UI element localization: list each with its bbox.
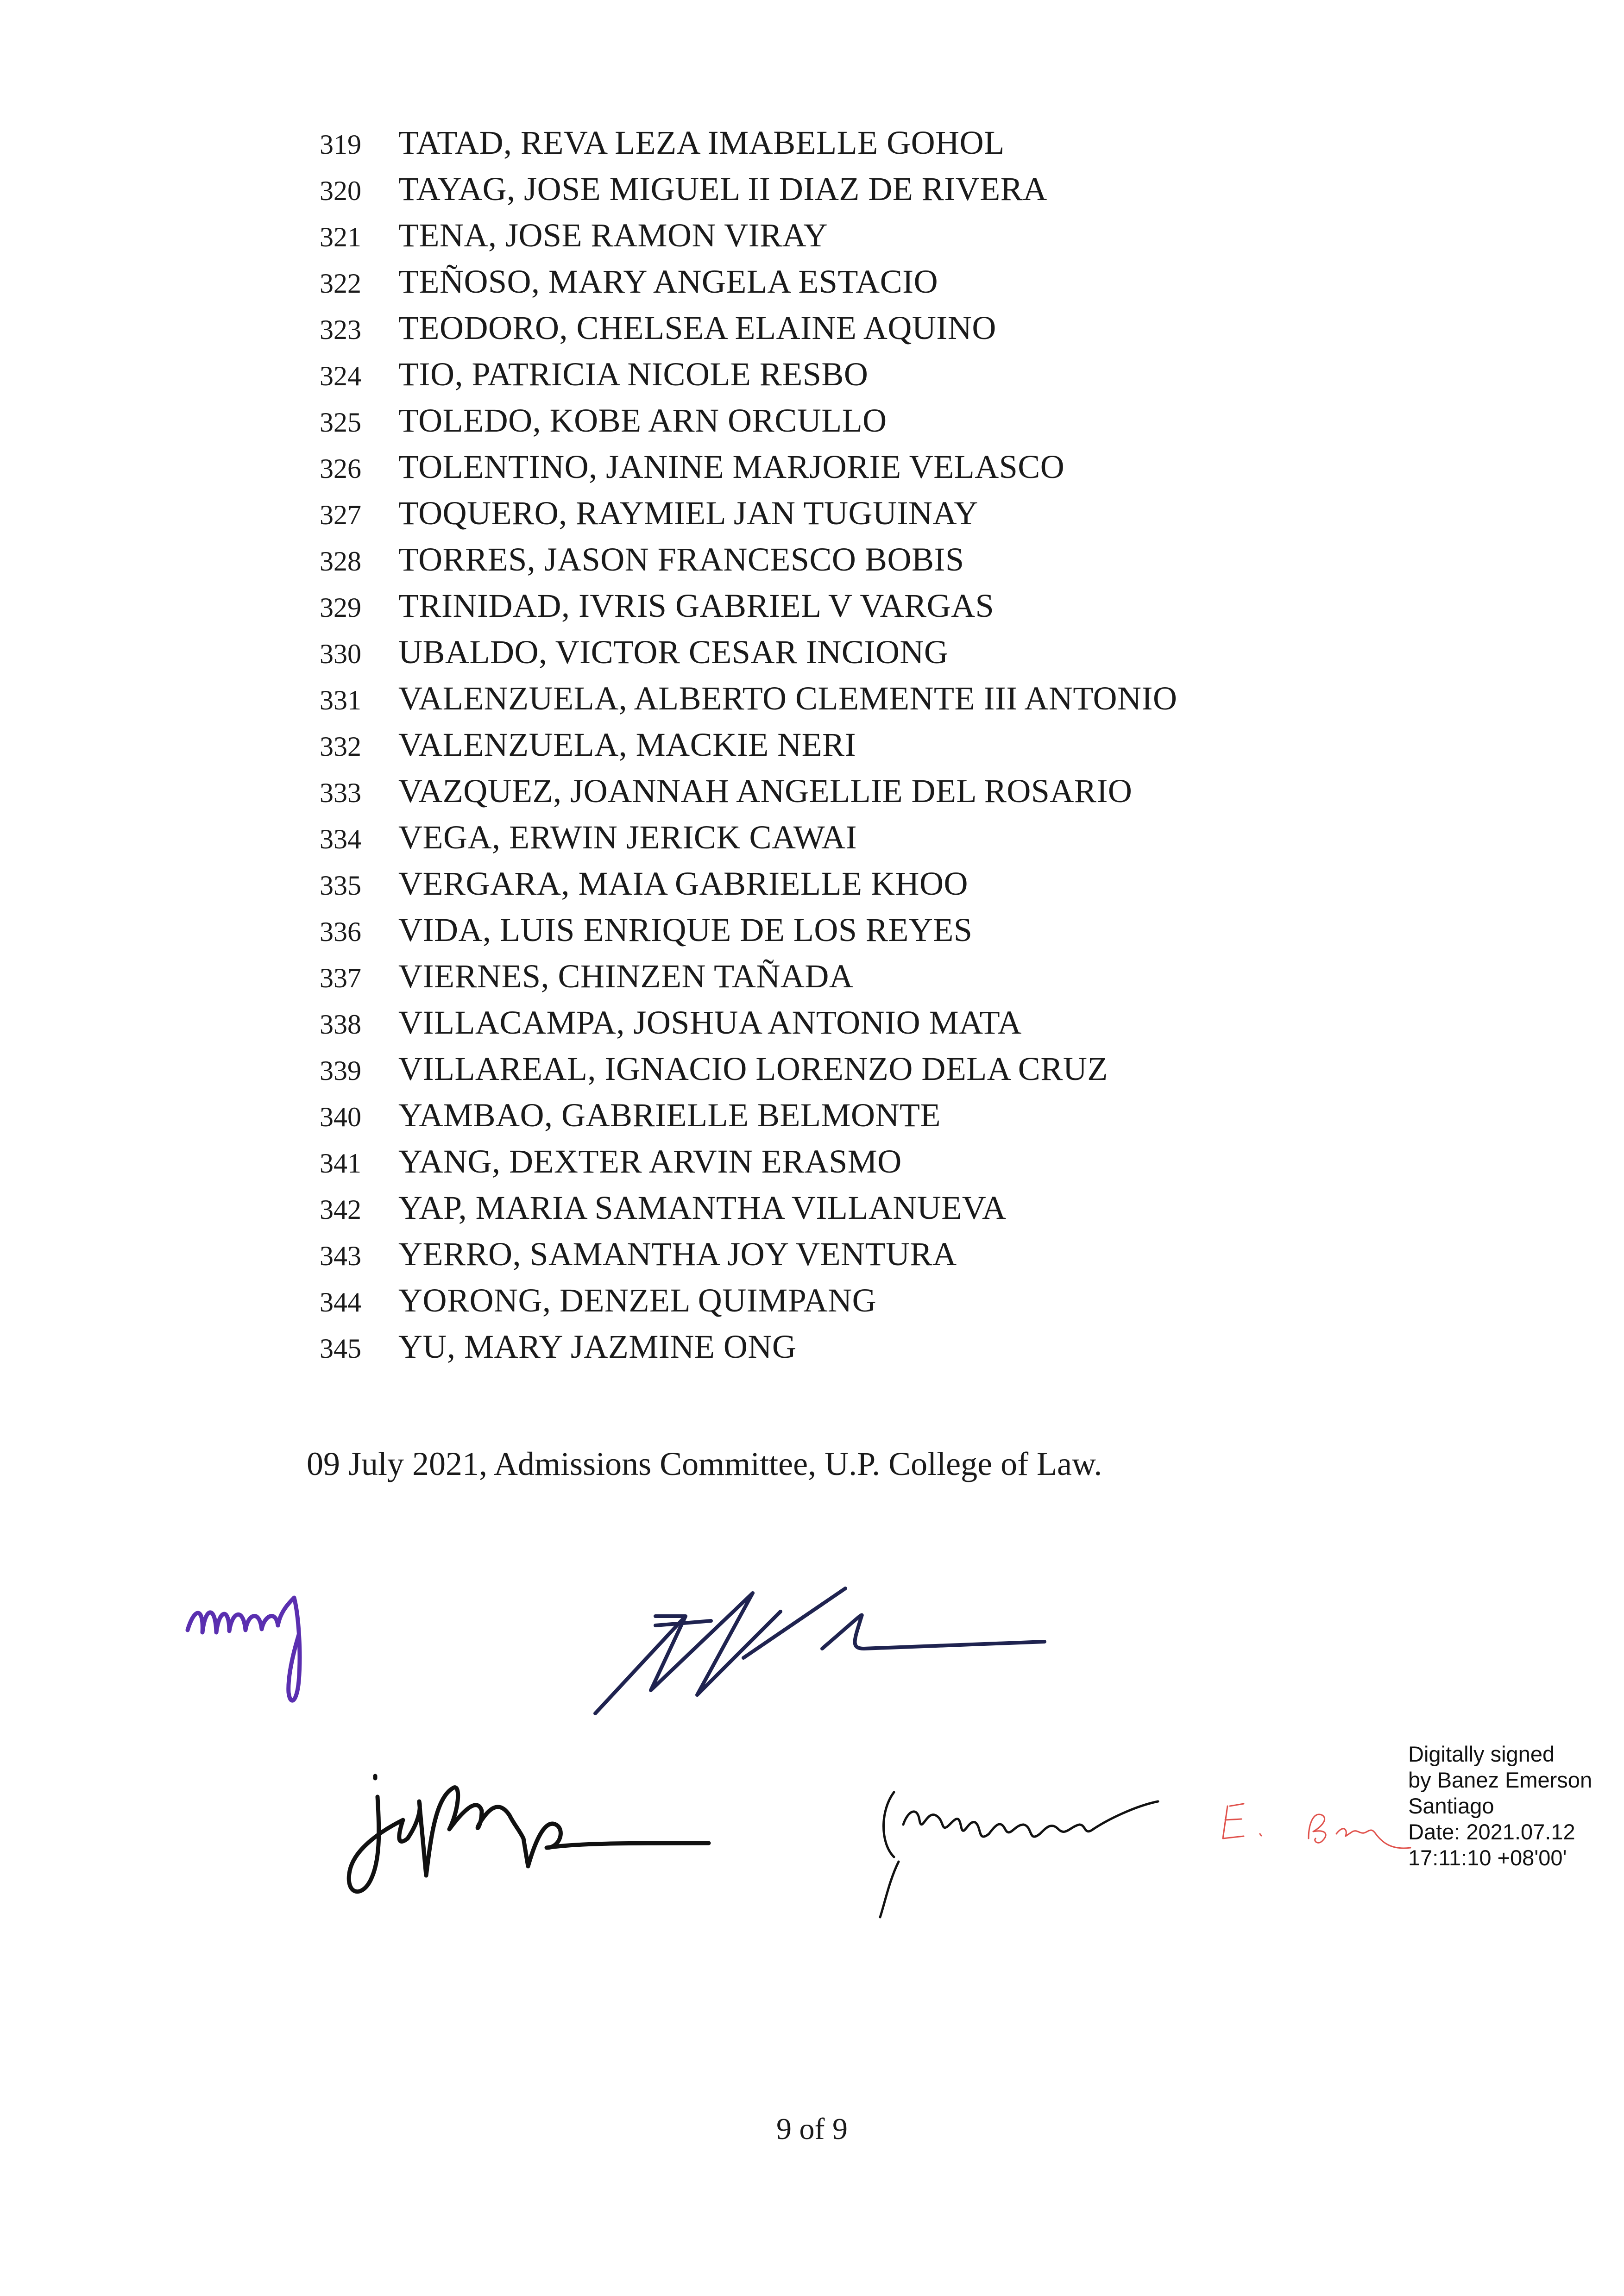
signature-4-drawing	[875, 1783, 1163, 1922]
entry-number: 342	[320, 1194, 361, 1225]
list-item	[320, 490, 1177, 536]
signature-3-drawing	[343, 1769, 713, 1908]
list-item	[320, 536, 1177, 583]
digital-signature-line: Date: 2021.07.12	[1408, 1819, 1575, 1844]
entry-name: YAMBAO, GABRIELLE BELMONTE	[398, 1096, 941, 1134]
digital-signature-line: Santiago	[1408, 1794, 1494, 1818]
entry-name: TORRES, JASON FRANCESCO BOBIS	[398, 540, 964, 578]
signature-4	[875, 1783, 1163, 1922]
entry-number: 333	[320, 777, 361, 808]
entry-number: 325	[320, 407, 361, 438]
entry-name: TENA, JOSE RAMON VIRAY	[398, 216, 828, 254]
entry-number: 319	[320, 129, 361, 160]
list-item	[320, 305, 1177, 351]
entry-name: TOLEDO, KOBE ARN ORCULLO	[398, 401, 887, 439]
entry-number: 329	[320, 592, 361, 623]
entry-name: TOQUERO, RAYMIEL JAN TUGUINAY	[398, 494, 978, 532]
entry-name: TRINIDAD, IVRIS GABRIEL V VARGAS	[398, 587, 995, 624]
entry-number: 336	[320, 916, 361, 947]
entry-name: TATAD, REVA LEZA IMABELLE GOHOL	[398, 124, 1005, 161]
entry-number: 321	[320, 221, 361, 252]
committee-note: 09 July 2021, Admissions Committee, U.P. College of Law.	[307, 1445, 1102, 1482]
entry-number: 340	[320, 1101, 361, 1132]
entry-number: 338	[320, 1009, 361, 1040]
page-number: 9 of 9	[776, 2112, 848, 2146]
list-item	[320, 212, 1177, 258]
list-item	[320, 1231, 1177, 1277]
list-item	[320, 814, 1177, 860]
admission-list	[320, 119, 1177, 1370]
entry-number: 334	[320, 823, 361, 854]
list-item	[320, 1324, 1177, 1370]
entry-name: TOLENTINO, JANINE MARJORIE VELASCO	[398, 448, 1065, 485]
list-item	[320, 629, 1177, 675]
entry-number: 337	[320, 962, 361, 993]
entry-name: VAZQUEZ, JOANNAH ANGELLIE DEL ROSARIO	[398, 772, 1133, 809]
entry-number: 331	[320, 684, 361, 715]
signature-5-drawing	[1216, 1797, 1415, 1857]
list-item	[320, 119, 1177, 166]
entry-name: YORONG, DENZEL QUIMPANG	[398, 1281, 877, 1319]
entry-name: VALENZUELA, MACKIE NERI	[398, 726, 856, 763]
entry-number: 324	[320, 360, 361, 391]
entry-number: 320	[320, 175, 361, 206]
digital-signature-line: 17:11:10 +08'00'	[1408, 1845, 1567, 1870]
list-item	[320, 1185, 1177, 1231]
entry-name: YANG, DEXTER ARVIN ERASMO	[398, 1142, 902, 1180]
entry-number: 344	[320, 1286, 361, 1317]
signature-1-drawing	[183, 1588, 378, 1713]
list-item	[320, 721, 1177, 768]
list-item	[320, 166, 1177, 212]
digital-signature-line: by Banez Emerson	[1408, 1768, 1593, 1792]
entry-name: VALENZUELA, ALBERTO CLEMENTE III ANTONIO	[398, 679, 1177, 717]
list-item	[320, 1277, 1177, 1324]
entry-number: 332	[320, 731, 361, 762]
entry-name: VIERNES, CHINZEN TAÑADA	[398, 957, 854, 995]
list-item	[320, 1138, 1177, 1185]
entry-number: 322	[320, 268, 361, 299]
list-item	[320, 444, 1177, 490]
entry-name: TIO, PATRICIA NICOLE RESBO	[398, 355, 869, 393]
list-item	[320, 953, 1177, 999]
entry-number: 343	[320, 1240, 361, 1271]
entry-name: YU, MARY JAZMINE ONG	[398, 1328, 797, 1365]
signature-3	[343, 1769, 713, 1908]
entry-name: VEGA, ERWIN JERICK CAWAI	[398, 818, 857, 856]
signature-2	[586, 1584, 1049, 1723]
list-item	[320, 768, 1177, 814]
entry-name: TAYAG, JOSE MIGUEL II DIAZ DE RIVERA	[398, 170, 1047, 207]
list-item	[320, 860, 1177, 907]
list-item	[320, 583, 1177, 629]
entry-number: 323	[320, 314, 361, 345]
entry-number: 328	[320, 546, 361, 577]
entry-name: VILLAREAL, IGNACIO LORENZO DELA CRUZ	[398, 1050, 1108, 1087]
entry-number: 339	[320, 1055, 361, 1086]
list-item	[320, 1092, 1177, 1138]
entry-name: YERRO, SAMANTHA JOY VENTURA	[398, 1235, 957, 1273]
entry-name: TEÑOSO, MARY ANGELA ESTACIO	[398, 263, 938, 300]
entry-name: VERGARA, MAIA GABRIELLE KHOO	[398, 865, 968, 902]
list-item	[320, 351, 1177, 397]
entry-name: YAP, MARIA SAMANTHA VILLANUEVA	[398, 1189, 1007, 1226]
digital-signature-line: Digitally signed	[1408, 1742, 1555, 1766]
signature-1	[183, 1588, 378, 1713]
entry-number: 341	[320, 1148, 361, 1179]
entry-name: TEODORO, CHELSEA ELAINE AQUINO	[398, 309, 996, 346]
entry-number: 335	[320, 870, 361, 901]
signature-2-drawing	[586, 1584, 1049, 1723]
entry-name: VIDA, LUIS ENRIQUE DE LOS REYES	[398, 911, 973, 948]
entry-name: UBALDO, VICTOR CESAR INCIONG	[398, 633, 949, 671]
digital-signature-block	[1408, 1741, 1592, 1871]
entry-number: 330	[320, 638, 361, 669]
entry-number: 327	[320, 499, 361, 530]
list-item	[320, 675, 1177, 721]
entry-name: VILLACAMPA, JOSHUA ANTONIO MATA	[398, 1004, 1022, 1041]
list-item	[320, 397, 1177, 444]
list-item	[320, 999, 1177, 1046]
list-item	[320, 1046, 1177, 1092]
list-item	[320, 907, 1177, 953]
entry-number: 345	[320, 1333, 361, 1364]
entry-number: 326	[320, 453, 361, 484]
list-item	[320, 258, 1177, 305]
signature-5	[1216, 1797, 1415, 1857]
